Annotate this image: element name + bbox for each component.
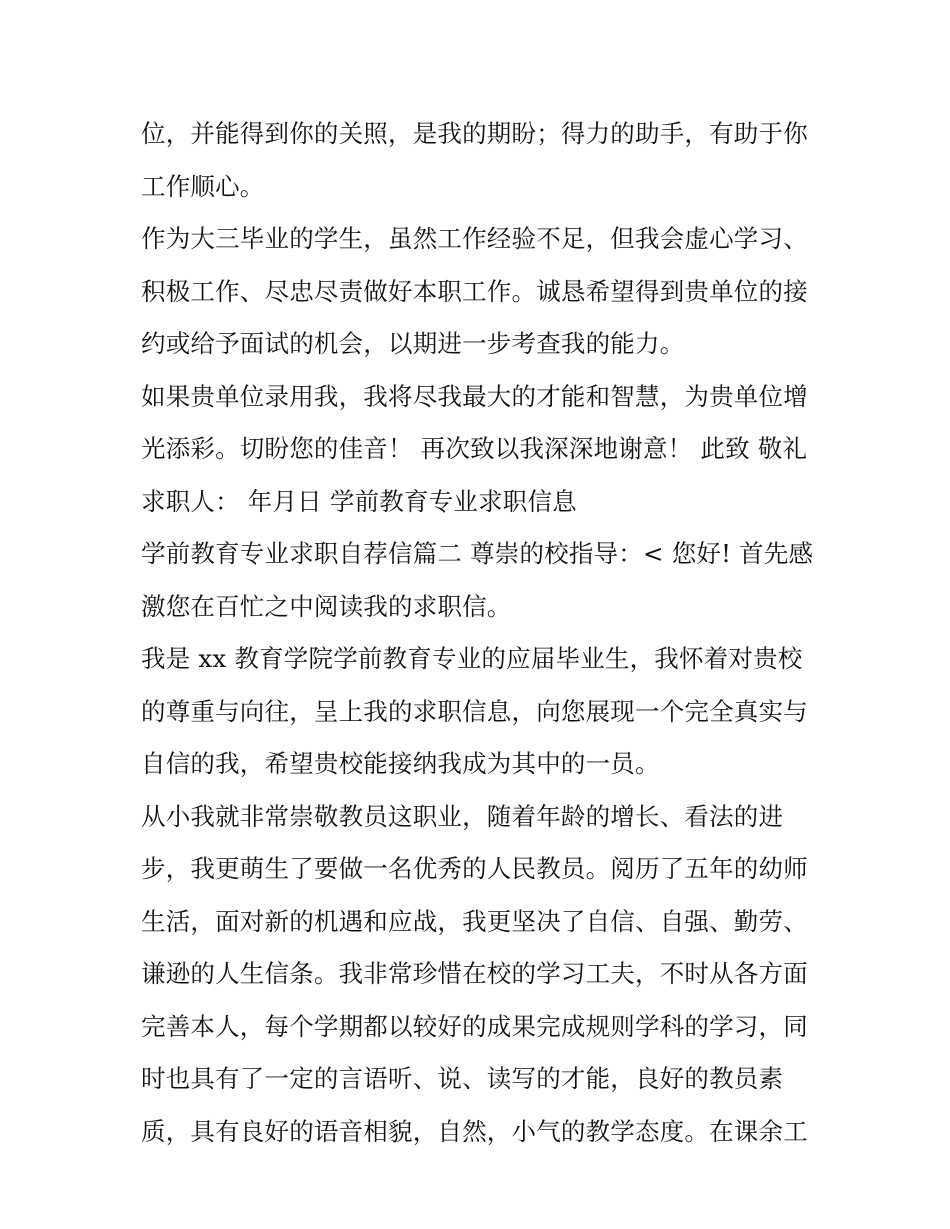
text-line: 作为大三毕业的学生，虽然工作经验不足，但我会虚心学习、 [141, 224, 808, 253]
text-line: 自信的我，希望贵校能接纳我成为其中的一员。 [141, 749, 660, 778]
text-line: 完善本人，每个学期都以较好的成果完成规则学科的学习，同 [141, 1011, 808, 1041]
text-line: 从小我就非常崇敬教员这职业，随着年龄的增长、看法的进 [141, 801, 784, 831]
text-line: 光添彩。切盼您的佳音！ 再次致以我深深地谢意！ 此致 敬礼 [141, 434, 808, 463]
text-line: 激您在百忙之中阅读我的求职信。 [141, 591, 512, 621]
text-line: 工作顺心。 [141, 171, 265, 201]
text-line: 时也具有了一定的言语听、说、读写的才能，良好的教员素 [141, 1064, 784, 1093]
text-line: 学前教育专业求职自荐信篇二 尊崇的校指导：< 您好! 首先感 [141, 539, 814, 568]
text-line: 如果贵单位录用我，我将尽我最大的才能和智慧，为贵单位增 [141, 381, 808, 411]
text-line: 谦逊的人生信条。我非常珍惜在校的学习工夫，不时从各方面 [141, 959, 808, 988]
letter-body [141, 108, 821, 1158]
text-line: 我是 xx 教育学院学前教育专业的应届毕业生，我怀着对贵校 [141, 644, 803, 673]
text-line: 求职人： 年月日 学前教育专业求职信息 [141, 486, 577, 516]
text-line: 位，并能得到你的关照，是我的期盼；得力的助手，有助于你 [141, 119, 808, 148]
text-line: 积极工作、尽忠尽责做好本职工作。诚恳希望得到贵单位的接 [141, 276, 808, 306]
text-line: 的尊重与向往，呈上我的求职信息，向您展现一个完全真实与 [141, 696, 808, 726]
text-line: 质，具有良好的语音相貌，自然，小气的教学态度。在课余工 [141, 1116, 808, 1146]
text-line: 生活，面对新的机遇和应战，我更坚决了自信、自强、勤劳、 [141, 906, 808, 936]
text-line: 步，我更萌生了要做一名优秀的人民教员。阅历了五年的幼师 [141, 854, 808, 883]
text-line: 约或给予面试的机会，以期进一步考查我的能力。 [141, 329, 685, 358]
